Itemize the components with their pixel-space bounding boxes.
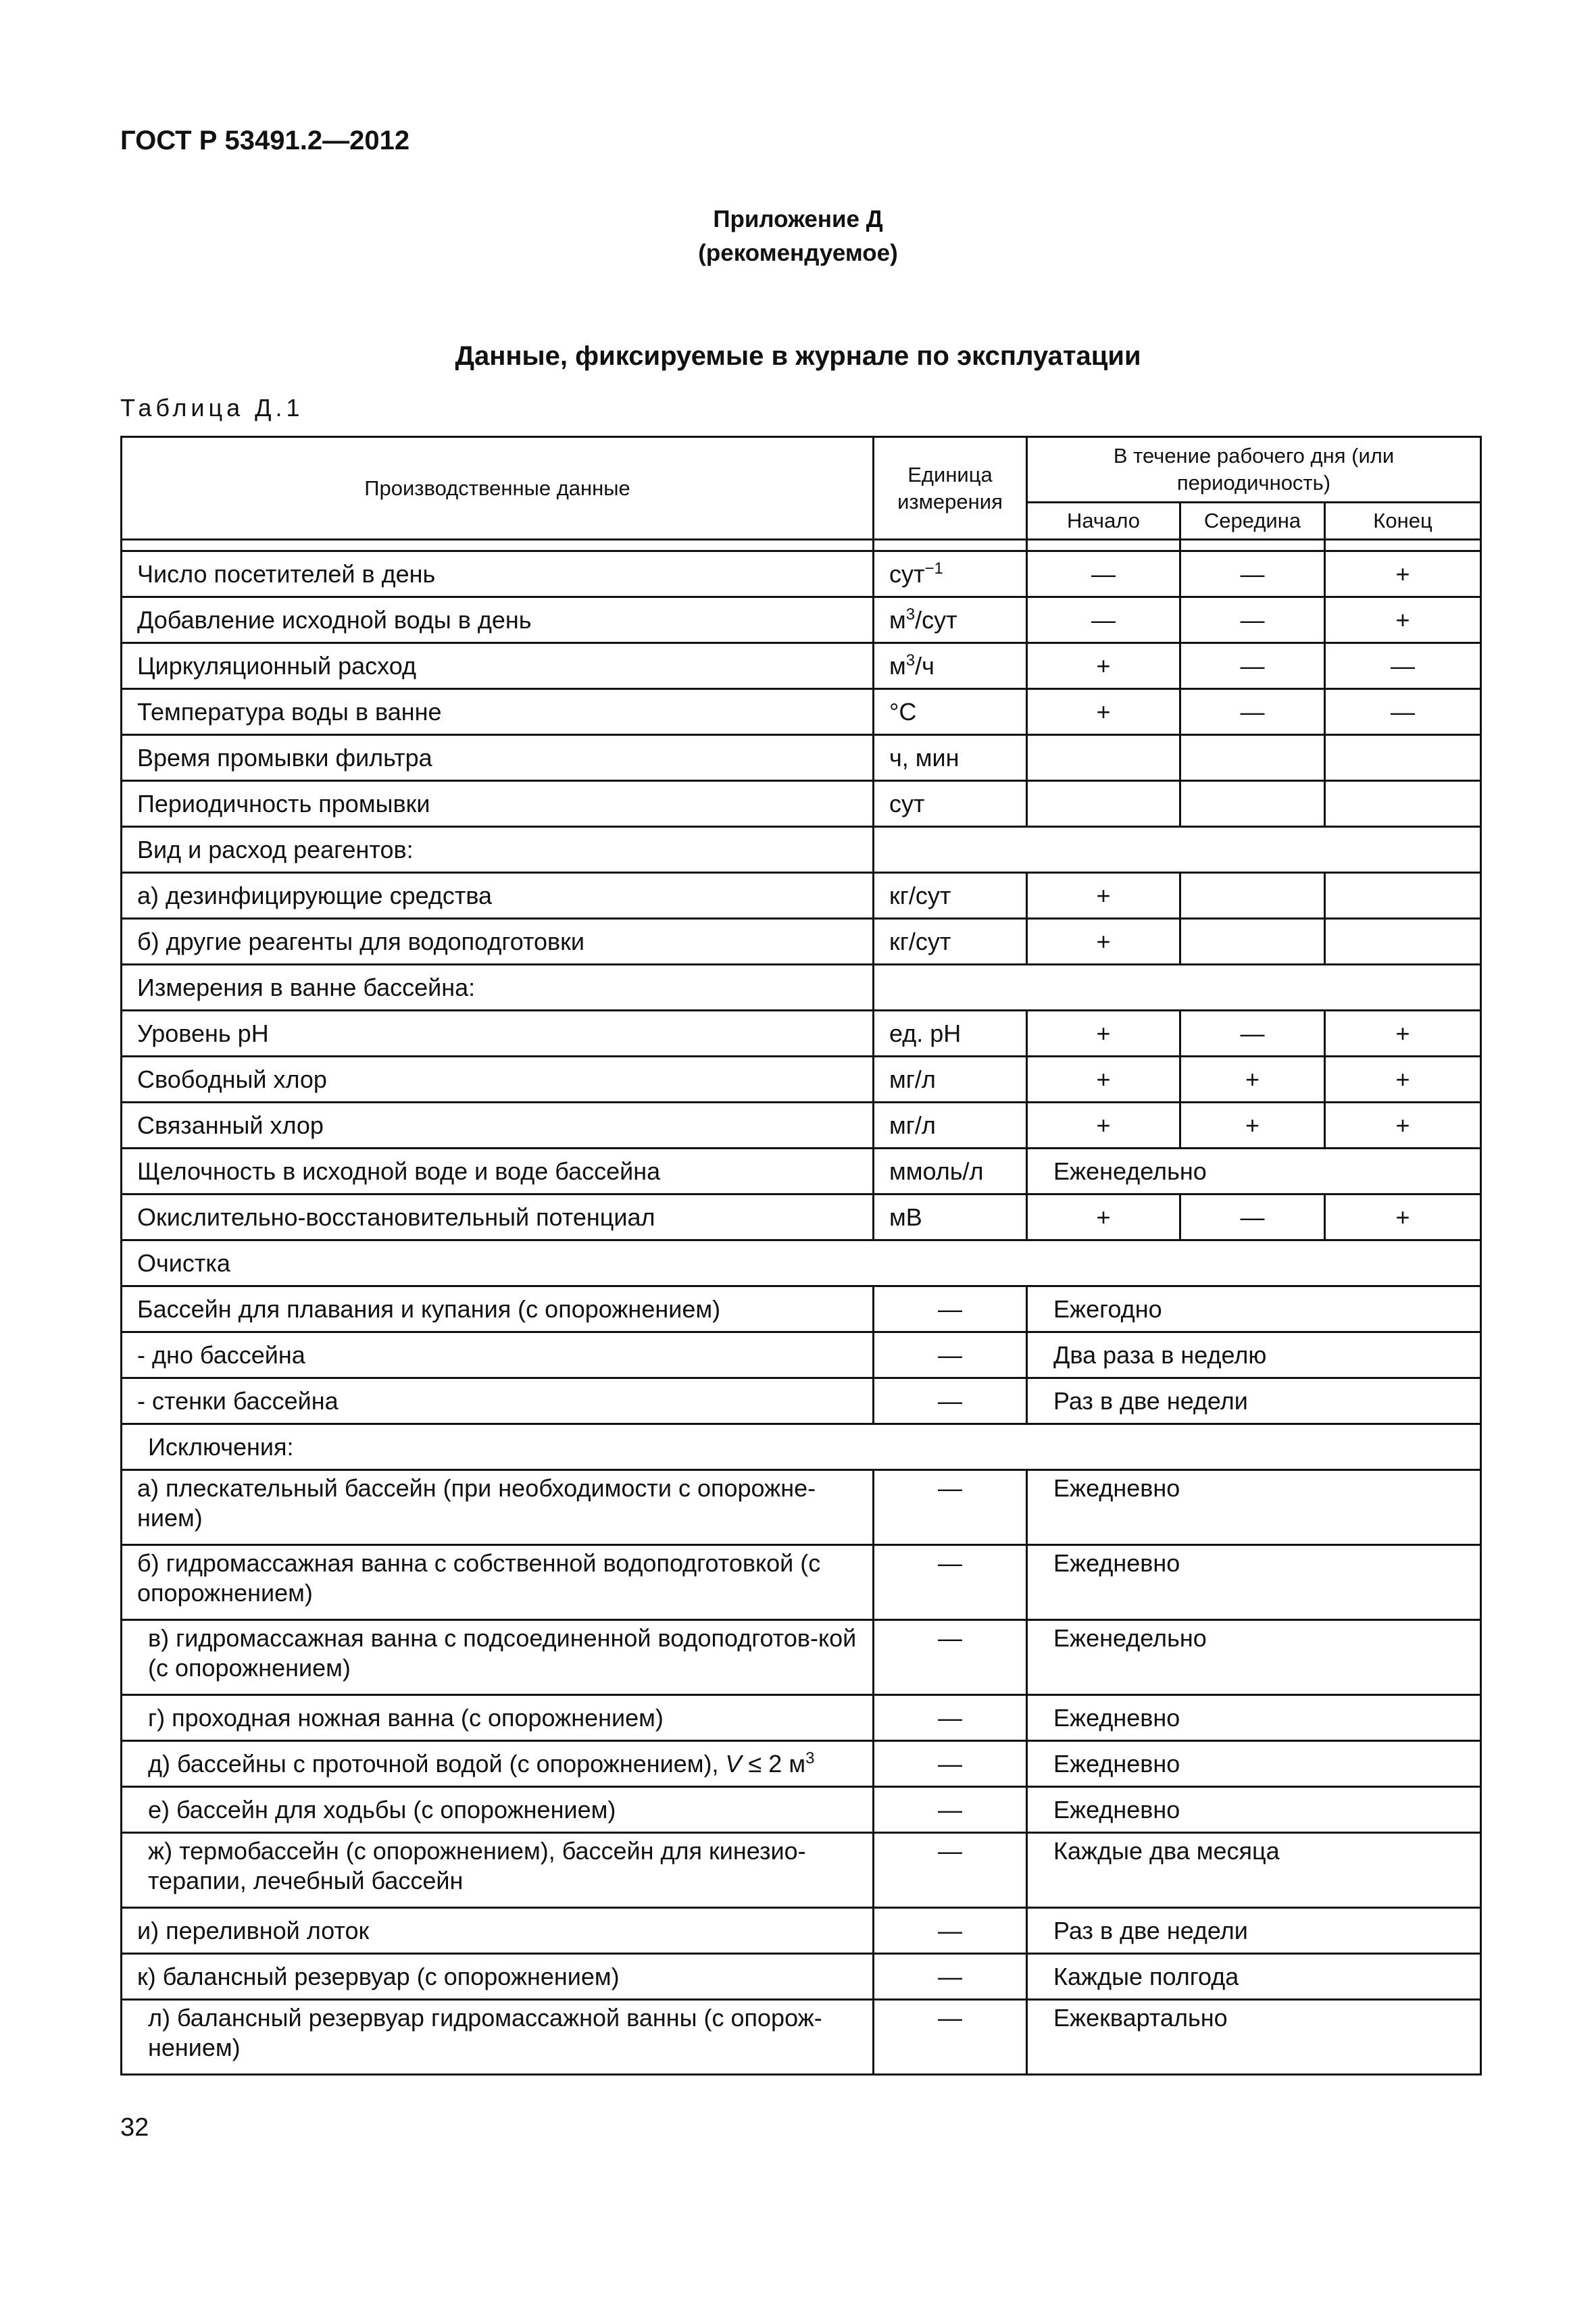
row-label: г) проходная ножная ванна (с опорожнением) [122, 1695, 874, 1741]
main-title: Данные, фиксируемые в журнале по эксплуатации [455, 341, 1141, 371]
document-code: ГОСТ Р 53491.2—2012 [120, 126, 410, 155]
row-unit: ммоль/л [874, 1149, 1027, 1194]
row-unit: кг/сут [874, 873, 1027, 919]
cell-middle: + [1180, 1103, 1325, 1149]
row-unit: — [874, 1908, 1027, 1954]
cell-start: + [1027, 1057, 1180, 1103]
header-unit: Единица измерения [874, 437, 1027, 540]
table-row [122, 1149, 1481, 1194]
row-label: - стенки бассейна [122, 1378, 874, 1424]
cell-start: + [1027, 1103, 1180, 1149]
row-label: Измерения в ванне бассейна: [122, 965, 874, 1011]
row-unit: $м^3/ч$ [874, 643, 1027, 689]
cell-period: Ежедневно [1027, 1695, 1481, 1741]
table-row [122, 1332, 1481, 1378]
cell-start: + [1027, 919, 1180, 965]
table-row [122, 1240, 1481, 1286]
cell-end [1325, 735, 1481, 781]
table-row [122, 1470, 1481, 1545]
row-label: Добавление исходной воды в день [122, 597, 874, 643]
header-separator [122, 540, 1481, 551]
row-unit: — [874, 2000, 1027, 2075]
cell-middle: — [1180, 689, 1325, 735]
table-row [122, 643, 1481, 689]
row-label: Уровень рН [122, 1011, 874, 1057]
table-row [122, 1194, 1481, 1240]
cell-end: + [1325, 1194, 1481, 1240]
cell-start: — [1027, 551, 1180, 597]
row-unit: мг/л [874, 1057, 1027, 1103]
cell-middle: — [1180, 551, 1325, 597]
cell-period: Еженедельно [1027, 1149, 1481, 1194]
row-unit: °С [874, 689, 1027, 735]
table-row [122, 965, 1481, 1011]
cell-start: + [1027, 643, 1180, 689]
table-row [122, 1741, 1481, 1787]
table-row [122, 1787, 1481, 1833]
row-label: Температура воды в ванне [122, 689, 874, 735]
header-period: В течение рабочего дня (или периодичность) [1027, 437, 1481, 503]
row-label: Связанный хлор [122, 1103, 874, 1149]
cell-start: + [1027, 873, 1180, 919]
annex-heading [0, 203, 1596, 270]
row-unit: $м^3$/сут [874, 597, 1027, 643]
cell-start: + [1027, 1011, 1180, 1057]
cell-period: Ежедневно [1027, 1470, 1481, 1545]
row-label: и) переливной лоток [122, 1908, 874, 1954]
row-unit: сут [874, 781, 1027, 827]
row-label: ж) термобассейн (с опорожнением), бассейн для кинезио-терапии, лечебный бассейн [122, 1833, 874, 1908]
cell-start [1027, 781, 1180, 827]
table-row [122, 551, 1481, 597]
row-label: Число посетителей в день [122, 551, 874, 597]
row-label: - дно бассейна [122, 1332, 874, 1378]
row-unit: кг/сут [874, 919, 1027, 965]
cell-start [1027, 735, 1180, 781]
row-unit: ед. рН [874, 1011, 1027, 1057]
table-row [122, 873, 1481, 919]
row-unit: — [874, 1332, 1027, 1378]
row-unit: — [874, 1378, 1027, 1424]
row-unit: мг/л [874, 1103, 1027, 1149]
cell-end [1325, 781, 1481, 827]
cell-start: + [1027, 1194, 1180, 1240]
header-production-data: Производственные данные [122, 437, 874, 540]
table-row [122, 781, 1481, 827]
table-row [122, 1286, 1481, 1332]
cell-period: Ежедневно [1027, 1741, 1481, 1787]
row-label: Циркуляционный расход [122, 643, 874, 689]
table-row [122, 1378, 1481, 1424]
table-row [122, 597, 1481, 643]
table-row [122, 1545, 1481, 1620]
cell-end: — [1325, 689, 1481, 735]
cell-middle: — [1180, 643, 1325, 689]
row-unit: — [874, 1741, 1027, 1787]
cell-end [1325, 873, 1481, 919]
cell-middle [1180, 781, 1325, 827]
cell-end: — [1325, 643, 1481, 689]
annex-title: Приложение Д [713, 206, 883, 232]
cell-middle [1180, 735, 1325, 781]
row-empty [874, 827, 1481, 873]
cell-period: Каждые полгода [1027, 1954, 1481, 2000]
cell-end: + [1325, 597, 1481, 643]
cell-middle [1180, 873, 1325, 919]
row-unit: — [874, 1620, 1027, 1695]
table-row [122, 735, 1481, 781]
row-label: а) дезинфицирующие средства [122, 873, 874, 919]
row-unit: — [874, 1787, 1027, 1833]
row-unit: — [874, 1286, 1027, 1332]
cell-start: + [1027, 689, 1180, 735]
cell-period: Два раза в неделю [1027, 1332, 1481, 1378]
table-row [122, 2000, 1481, 2075]
row-unit: — [874, 1833, 1027, 1908]
cell-end: + [1325, 551, 1481, 597]
row-empty [874, 965, 1481, 1011]
row-label: Вид и расход реагентов: [122, 827, 874, 873]
table-label: Таблица Д.1 [120, 394, 304, 422]
row-label: б) гидромассажная ванна с собственной водоподготовкой (с опорожнением) [122, 1545, 874, 1620]
journal-table [120, 436, 1482, 2076]
row-unit: ч, мин [874, 735, 1027, 781]
row-unit: — [874, 1695, 1027, 1741]
cell-period: Еженедельно [1027, 1620, 1481, 1695]
table-row [122, 827, 1481, 873]
row-unit: — [874, 1954, 1027, 2000]
cell-period: Ежегодно [1027, 1286, 1481, 1332]
cell-middle: — [1180, 597, 1325, 643]
section-label: Исключения: [122, 1424, 1481, 1470]
cell-period: Ежедневно [1027, 1787, 1481, 1833]
row-label: е) бассейн для ходьбы (с опорожнением) [122, 1787, 874, 1833]
row-label: Время промывки фильтра [122, 735, 874, 781]
table-row [122, 689, 1481, 735]
row-unit: — [874, 1545, 1027, 1620]
table-row [122, 1011, 1481, 1057]
row-label: д) бассейны с проточной водой (с опорожнением), V ≤ 2 $м^3$ [122, 1741, 874, 1787]
header-end: Конец [1325, 503, 1481, 540]
cell-middle: — [1180, 1194, 1325, 1240]
cell-end: + [1325, 1103, 1481, 1149]
table-row [122, 1695, 1481, 1741]
cell-middle [1180, 919, 1325, 965]
cell-end: + [1325, 1011, 1481, 1057]
row-label: Бассейн для плавания и купания (с опорожнением) [122, 1286, 874, 1332]
table-row [122, 1057, 1481, 1103]
row-label: б) другие реагенты для водоподготовки [122, 919, 874, 965]
cell-middle: + [1180, 1057, 1325, 1103]
page-number: 32 [120, 2113, 149, 2142]
table-row [122, 1833, 1481, 1908]
section-label: Очистка [122, 1240, 1481, 1286]
cell-start: — [1027, 597, 1180, 643]
table-row [122, 919, 1481, 965]
header-middle: Середина [1180, 503, 1325, 540]
cell-period: Каждые два месяца [1027, 1833, 1481, 1908]
header-start: Начало [1027, 503, 1180, 540]
row-unit: — [874, 1470, 1027, 1545]
row-label: Щелочность в исходной воде и воде бассейна [122, 1149, 874, 1194]
cell-end: + [1325, 1057, 1481, 1103]
row-label: а) плескательный бассейн (при необходимости с опорожне-нием) [122, 1470, 874, 1545]
row-label: к) балансный резервуар (с опорожнением) [122, 1954, 874, 2000]
table-row [122, 1424, 1481, 1470]
annex-status: (рекомендуемое) [698, 240, 898, 266]
table-row [122, 1908, 1481, 1954]
row-label: Периодичность промывки [122, 781, 874, 827]
row-label: Свободный хлор [122, 1057, 874, 1103]
row-label: л) балансный резервуар гидромассажной ванны (с опорож-нением) [122, 2000, 874, 2075]
cell-period: Раз в две недели [1027, 1378, 1481, 1424]
cell-period: Ежедневно [1027, 1545, 1481, 1620]
row-unit: сут$^{-1}$ [874, 551, 1027, 597]
row-label: Окислительно-восстановительный потенциал [122, 1194, 874, 1240]
table-row [122, 1620, 1481, 1695]
cell-middle: — [1180, 1011, 1325, 1057]
row-label: в) гидромассажная ванна с подсоединенной водоподготов-кой (с опорожнением) [122, 1620, 874, 1695]
table-row [122, 1103, 1481, 1149]
cell-end [1325, 919, 1481, 965]
cell-period: Раз в две недели [1027, 1908, 1481, 1954]
table-row [122, 1954, 1481, 2000]
row-unit: мВ [874, 1194, 1027, 1240]
cell-period: Ежеквартально [1027, 2000, 1481, 2075]
